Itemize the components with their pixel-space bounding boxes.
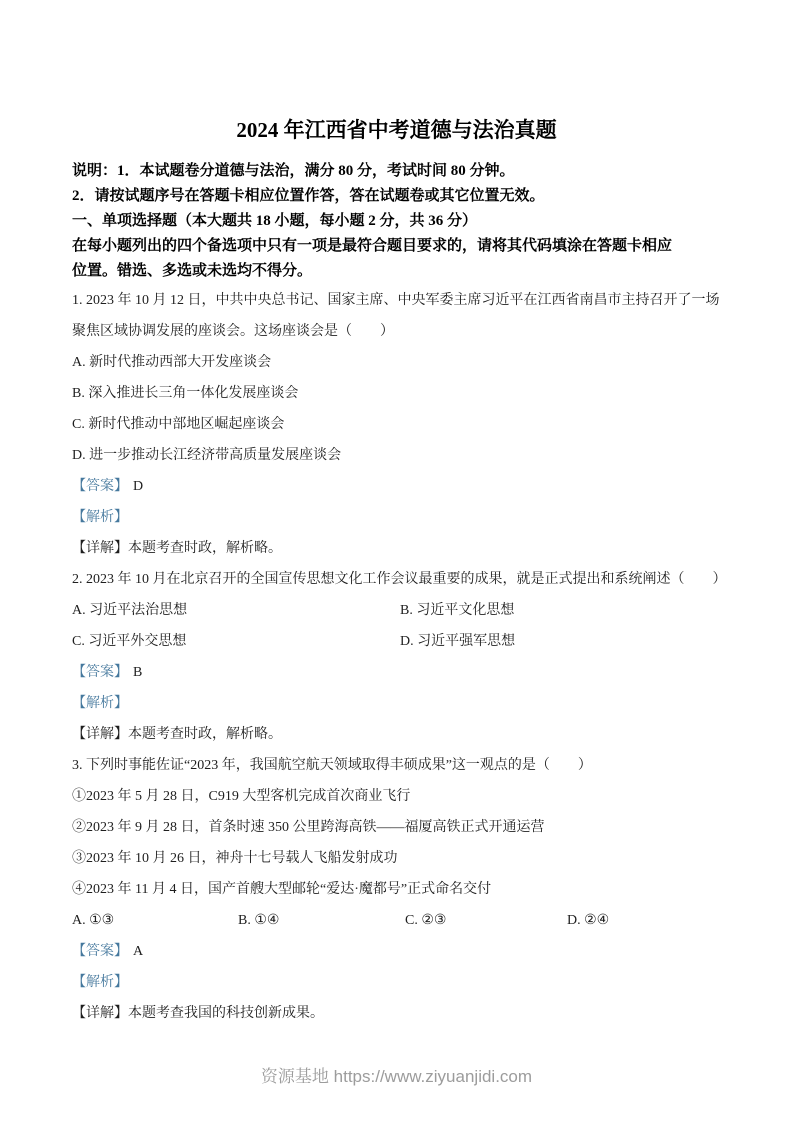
question-3-answer-value: A — [133, 944, 144, 959]
question-3-answer-line — [72, 938, 721, 966]
question-2-answer-label: 【答案】 — [72, 665, 128, 680]
question-1-analysis-label: 【解析】 — [72, 510, 128, 525]
question-3-detail: 【详解】本题考查我国的科技创新成果。 — [72, 1006, 324, 1021]
question-3-item-4: ④2023 年 11 月 4 日，国产首艘大型邮轮“爱达·魔都号”正式命名交付 — [72, 882, 492, 897]
page-title: 2024 年江西省中考道德与法治真题 — [236, 118, 557, 142]
question-3-stem-line-1: 3. 下列时事能佐证“2023 年，我国航空航天领域取得丰硕成果”这一观点的是（ ） — [72, 758, 592, 773]
question-2-option-d: D. 习近平强军思想 — [400, 634, 516, 649]
question-2-detail: 【详解】本题考查时政，解析略。 — [72, 727, 282, 742]
question-2-answer-line — [72, 659, 721, 687]
section-instruction-line-1: 在每小题列出的四个备选项中只有一项是最符合题目要求的，请将其代码填涂在答题卡相应 — [72, 238, 673, 254]
question-1-stem-line-1: 1. 2023 年 10 月 12 日，中共中央总书记、国家主席、中央军委主席习近平在江西省南昌市主持召开了一场 — [72, 293, 720, 308]
question-3-item-2: ②2023 年 9 月 28 日，首条时速 350 公里跨海高铁——福厦高铁正式开通运营 — [72, 820, 545, 835]
question-3-option-a: A. ①③ — [72, 913, 115, 928]
question-1 — [72, 287, 721, 563]
question-3-answer-label: 【答案】 — [72, 944, 128, 959]
question-3-item-3: ③2023 年 10 月 26 日，神舟十七号载人飞船发射成功 — [72, 851, 398, 866]
question-3-option-d: D. ②④ — [567, 913, 610, 928]
question-3-item-1: ①2023 年 5 月 28 日，C919 大型客机完成首次商业飞行 — [72, 789, 411, 804]
question-1-answer-value: D — [133, 479, 144, 494]
exam-note-1: 说明：1．本试题卷分道德与法治，满分 80 分，考试时间 80 分钟。 — [72, 163, 515, 179]
question-1-stem-line-2: 聚焦区域协调发展的座谈会。这场座谈会是（ ） — [72, 324, 394, 339]
document-content — [72, 117, 727, 1031]
question-3-analysis-label: 【解析】 — [72, 975, 128, 990]
question-2-stem-line-1: 2. 2023 年 10 月在北京召开的全国宣传思想文化工作会议最重要的成果，就是正式提出和系统阐述（ ） — [72, 572, 727, 587]
question-2-option-b: B. 习近平文化思想 — [400, 603, 515, 618]
question-2-option-a: A. 习近平法治思想 — [72, 603, 188, 618]
footer — [0, 1066, 793, 1088]
question-3-options — [72, 907, 721, 938]
question-2-options — [72, 597, 721, 659]
question-1-option-c: C. 新时代推动中部地区崛起座谈会 — [72, 417, 285, 432]
question-1-detail: 【详解】本题考查时政，解析略。 — [72, 541, 282, 556]
question-2-option-c: C. 习近平外交思想 — [72, 634, 187, 649]
question-1-answer-line — [72, 473, 721, 501]
question-2 — [72, 566, 727, 749]
question-1-option-a: A. 新时代推动西部大开发座谈会 — [72, 355, 272, 370]
question-1-option-d: D. 进一步推动长江经济带高质量发展座谈会 — [72, 448, 342, 463]
footer-watermark-link[interactable]: 资源基地 https://www.ziyuanjidi.com — [260, 1067, 533, 1086]
question-1-option-b: B. 深入推进长三角一体化发展座谈会 — [72, 386, 299, 401]
section-instruction-line-2: 位置。错选、多选或未选均不得分。 — [72, 263, 313, 279]
question-3-option-b: B. ①④ — [238, 913, 280, 928]
question-3-option-c: C. ②③ — [405, 913, 447, 928]
question-3 — [72, 752, 721, 1028]
exam-note-2: 2．请按试题序号在答题卡相应位置作答，答在试题卷或其它位置无效。 — [72, 188, 545, 204]
question-2-analysis-label: 【解析】 — [72, 696, 128, 711]
section-heading: 一、单项选择题（本大题共 18 小题，每小题 2 分，共 36 分） — [72, 213, 478, 229]
question-1-answer-label: 【答案】 — [72, 479, 128, 494]
question-2-answer-value: B — [133, 665, 143, 680]
